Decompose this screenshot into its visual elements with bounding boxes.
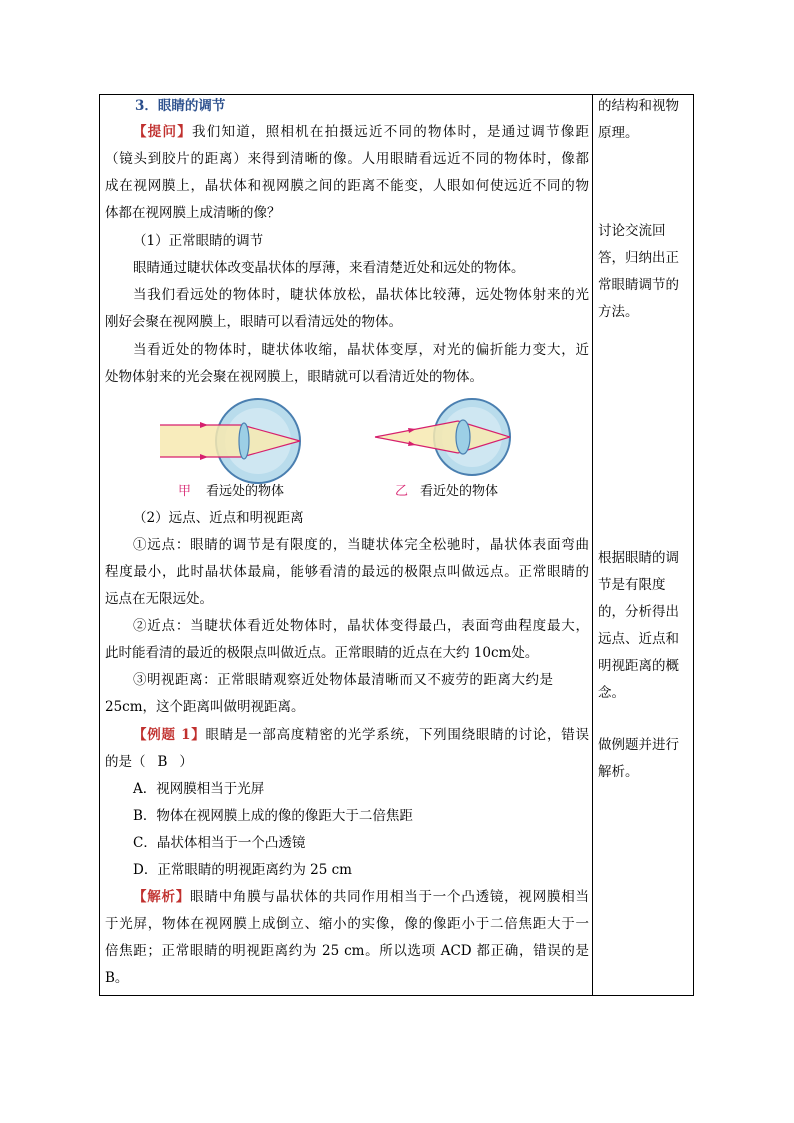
analysis-tag: 【解析】 <box>133 889 191 905</box>
side-note4-line1: 做例题并进行 <box>598 737 679 753</box>
question-line-1: 【提问】我们知道，照相机在拍摄远近不同的物体时，是通过调节像距 <box>133 124 589 140</box>
normal-line-1: 眼睛通过睫状体改变晶状体的厚薄，来看清楚近处和远处的物体。 <box>133 260 525 276</box>
lens-left <box>239 423 249 459</box>
sub2-title: （2）远点、近点和明视距离 <box>133 510 304 526</box>
points-line-5: 此时能看清的最近的极限点叫做近点。正常眼睛的近点在大约 10cm处。 <box>105 645 539 661</box>
option-b: B．物体在视网膜上成的像的像距大于二倍焦距 <box>133 808 413 824</box>
option-d: D．正常眼睛的明视距离约为 25 cm <box>133 862 352 878</box>
points-line-1: ①远点：眼睛的调节是有限度的，当睫状体完全松驰时，晶状体表面弯曲 <box>133 537 589 553</box>
side-note4-line2: 解析。 <box>598 764 639 780</box>
side-note2-line2: 答，归纳出正 <box>598 250 679 266</box>
label-mark-left: 甲 <box>178 484 192 499</box>
normal-line-3: 刚好会聚在视网膜上，眼睛可以看清远处的物体。 <box>105 314 402 330</box>
example-answer: B <box>157 754 168 770</box>
lens-right <box>456 420 470 454</box>
question-tag: 【提问】 <box>133 124 192 140</box>
side-note2-line4: 方法。 <box>598 304 639 320</box>
side-note3-line3: 的，分析得出 <box>598 604 679 620</box>
points-line-6: ③明视距离：正常眼睛观察近处物体最清晰而又不疲劳的距离大约是 <box>133 672 553 688</box>
eye-near <box>375 399 510 475</box>
eye-diagram <box>150 395 530 505</box>
side-note2-line1: 讨论交流回 <box>598 223 666 239</box>
option-c: C．晶状体相当于一个凸透镜 <box>133 835 306 851</box>
side-note1-line1: 的结构和视物 <box>598 98 679 114</box>
column-divider <box>592 94 593 996</box>
side-note3-line6: 念。 <box>598 685 625 701</box>
eye-far <box>160 399 300 483</box>
analysis-line-1: 【解析】眼睛中角膜与晶状体的共同作用相当于一个凸透镜，视网膜相当 <box>133 889 590 905</box>
side-note3-line2: 节是有限度 <box>598 577 666 593</box>
side-note1-line2: 原理。 <box>598 125 639 141</box>
label-right: 看近处的物体 <box>420 484 499 499</box>
points-line-4: ②近点：当睫状体看近处物体时，晶状体变得最凸，表面弯曲程度最大， <box>133 618 589 634</box>
points-line-2: 程度最小，此时晶状体最扁，能够看清的最远的极限点叫做远点。正常眼睛的 <box>105 564 589 580</box>
side-note3-line4: 远点、近点和 <box>598 631 679 647</box>
section-heading: 3．眼睛的调节 <box>135 98 226 114</box>
analysis-line-3: 倍焦距；正常眼睛的明视距离约为 25 cm。所以选项 ACD 都正确，错误的是 <box>105 943 589 959</box>
label-mark-right: 乙 <box>395 484 409 499</box>
question-line-2: （镜头到胶片的距离）来得到清晰的像。人用眼睛看远近不同的物体时，像都 <box>105 151 589 167</box>
side-note2-line3: 常眼睛调节的 <box>598 277 679 293</box>
analysis-line-2: 于光屏，物体在视网膜上成倒立、缩小的实像，像的像距小于二倍焦距大于一 <box>105 916 589 932</box>
points-line-3: 远点在无限远处。 <box>105 591 213 607</box>
question-line-3: 成在视网膜上，晶状体和视网膜之间的距离不能变，人眼如何使远近不同的物 <box>105 178 589 194</box>
option-a: A．视网膜相当于光屏 <box>133 781 265 797</box>
question-line-4: 体都在视网膜上成清晰的像？ <box>105 205 281 221</box>
points-line-7: 25cm，这个距离叫做明视距离。 <box>105 699 305 715</box>
example-tag: 【例题 1】 <box>133 727 206 743</box>
example-stem-1: 【例题 1】眼睛是一部高度精密的光学系统，下列围绕眼睛的讨论，错误 <box>133 727 590 743</box>
example-stem-2: 的是（ B ） <box>105 754 193 770</box>
normal-line-2: 当我们看远处的物体时，睫状体放松，晶状体比较薄，远处物体射来的光 <box>133 287 589 303</box>
analysis-line-4: B。 <box>105 970 129 986</box>
sub1-title: （1）正常眼睛的调节 <box>133 233 264 249</box>
normal-line-5: 处物体射来的光会聚在视网膜上，眼睛就可以看清近处的物体。 <box>105 369 483 385</box>
side-note3-line1: 根据眼睛的调 <box>598 550 679 566</box>
label-left: 看远处的物体 <box>206 484 285 499</box>
normal-line-4: 当看近处的物体时，睫状体收缩，晶状体变厚，对光的偏折能力变大，近 <box>133 342 589 358</box>
side-note3-line5: 明视距离的概 <box>598 658 679 674</box>
